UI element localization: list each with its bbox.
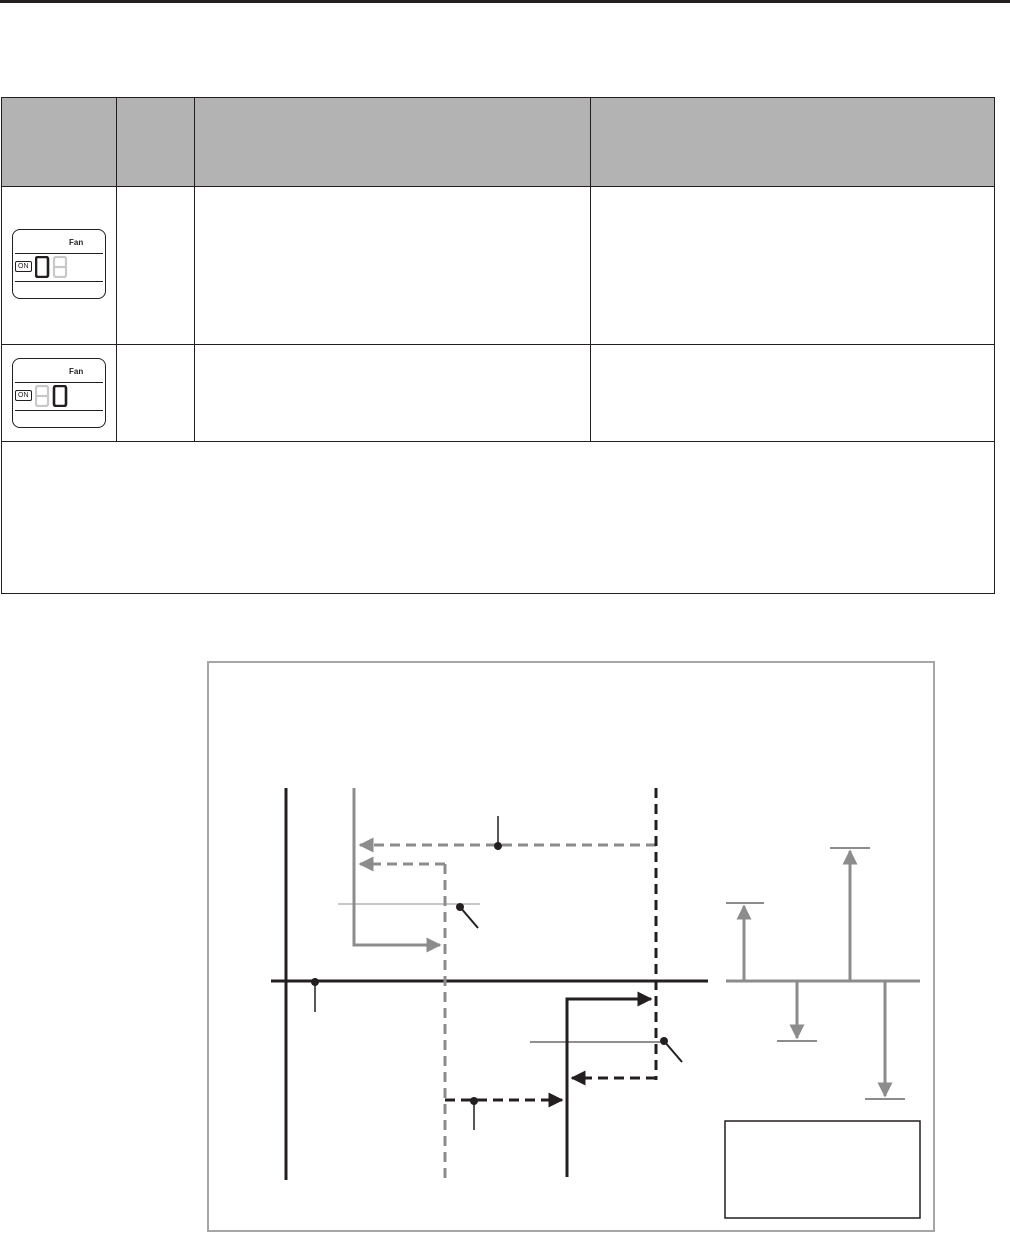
- legend-box: [725, 1121, 920, 1218]
- gray-solid-path: [354, 788, 440, 945]
- lcd-fan-label: Fan: [69, 238, 84, 247]
- lcd-on-indicator: ON: [15, 390, 32, 401]
- lcd-on-indicator: ON: [15, 261, 32, 272]
- axis-callout-dot: [311, 978, 319, 986]
- lower-threshold-callout-dot: [660, 1037, 668, 1045]
- dark-solid-path: [567, 999, 651, 1177]
- upper-callout-dot: [494, 842, 502, 850]
- lower-callout-dot: [470, 1097, 478, 1105]
- lcd-fan-label: Fan: [69, 367, 84, 376]
- fan-timing-diagram: [207, 661, 935, 1232]
- threshold-callout-dot: [456, 903, 464, 911]
